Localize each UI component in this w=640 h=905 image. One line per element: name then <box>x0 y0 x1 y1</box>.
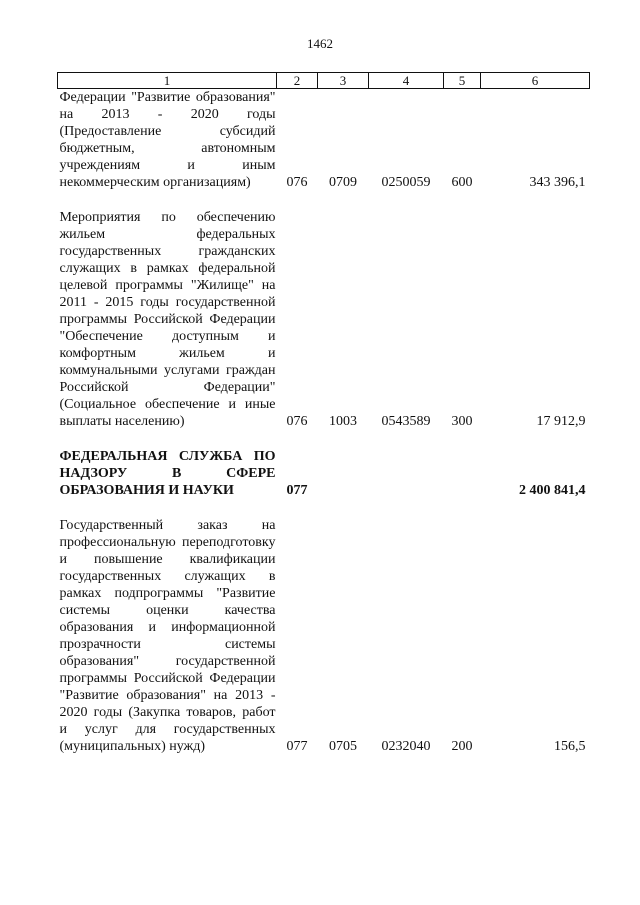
column-header-4: 4 <box>369 73 444 89</box>
expense-type-code: 600 <box>451 175 473 190</box>
expense-type-code: 300 <box>451 414 473 429</box>
amount: 343 396,1 <box>529 175 586 190</box>
target-code: 0250059 <box>381 175 431 190</box>
amount: 2 400 841,4 <box>519 483 586 498</box>
target-code <box>369 448 444 517</box>
budget-table <box>57 72 590 755</box>
column-header-5: 5 <box>444 73 481 89</box>
amount: 17 912,9 <box>536 414 586 429</box>
column-header-1: 1 <box>58 73 277 89</box>
row-description: Государственный заказ на профессиональную переподготовку и повышение квалификации государственных служащих в рамках подпрограммы "Развитие системы оценки качества образования и информационной прозрачности системы образования" государственной программы Российской Федерации "Развитие образования" на 2013 - 2020 годы (Закупка товаров, работ и услуг для государственных (муниципальных) нужд) <box>59 518 276 754</box>
section-code: 0705 <box>329 739 357 754</box>
table-row <box>58 209 590 448</box>
target-code: 0232040 <box>381 739 431 754</box>
column-number-row <box>58 73 590 89</box>
page-number: 1462 <box>307 36 333 51</box>
column-header-3: 3 <box>318 73 369 89</box>
section-code: 0709 <box>329 175 357 190</box>
column-header-2: 2 <box>277 73 318 89</box>
table-row <box>58 448 590 517</box>
ministry-code: 076 <box>286 414 308 429</box>
column-header-6: 6 <box>481 73 590 89</box>
table-row <box>58 517 590 755</box>
section-code <box>318 448 369 517</box>
row-description: ФЕДЕРАЛЬНАЯ СЛУЖБА ПО НАДЗОРУ В СФЕРЕ ОБРАЗОВАНИЯ И НАУКИ <box>59 449 276 498</box>
amount: 156,5 <box>554 739 586 754</box>
target-code: 0543589 <box>381 414 431 429</box>
expense-type-code: 200 <box>451 739 473 754</box>
ministry-code: 076 <box>286 175 308 190</box>
expense-type-code <box>444 448 481 517</box>
ministry-code: 077 <box>286 739 308 754</box>
section-code: 1003 <box>329 414 357 429</box>
ministry-code: 077 <box>286 483 308 498</box>
table-row <box>58 89 590 210</box>
row-description: Мероприятия по обеспечению жильем федеральных государственных гражданских служащих в рамках федеральной целевой программы "Жилище" на 2011 - 2015 годы государственной программы Российской Федерации "Обеспечение доступным и комфортным жильем и коммунальными услугами граждан Российской Федерации" (Социальное обеспечение и иные выплаты населению) <box>59 210 276 429</box>
row-description: Федерации "Развитие образования" на 2013 - 2020 годы (Предоставление субсидий бюджетным, автономным учреждениям и иным некоммерческим организациям) <box>59 90 276 190</box>
